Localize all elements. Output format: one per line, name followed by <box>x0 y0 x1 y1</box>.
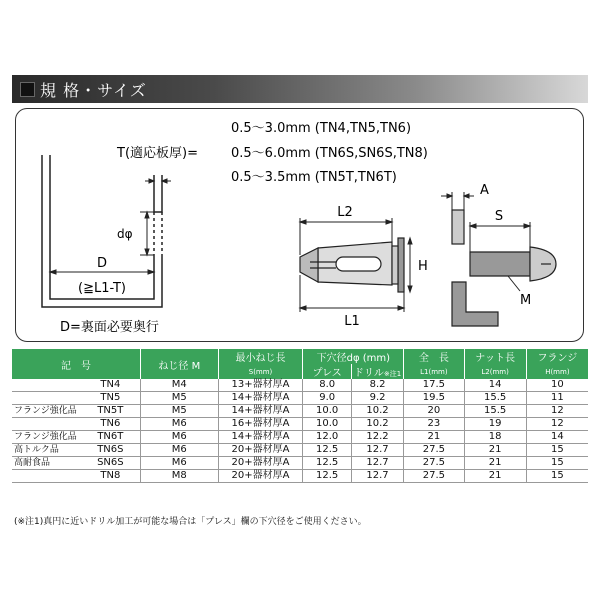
table-header-row-1 <box>12 349 588 364</box>
label-M: M <box>520 293 532 308</box>
t-range-3: 0.5〜3.5mm (TN5T,TN6T) <box>231 170 397 185</box>
table-row <box>12 405 588 418</box>
cell-l1: 23 <box>404 418 464 431</box>
cell-cat: フランジ強化品 <box>12 431 81 444</box>
th-nut: ナット長 <box>464 349 526 364</box>
table-row <box>12 418 588 431</box>
cell-drill: 12.7 <box>351 444 403 457</box>
cell-s: 20+器材厚A <box>218 444 303 457</box>
cell-h: 12 <box>526 418 588 431</box>
cell-m: M6 <box>140 444 218 457</box>
cell-h: 15 <box>526 470 588 483</box>
cell-code: TN5 <box>81 392 141 405</box>
th-kigo: 記 号 <box>12 349 140 379</box>
cell-cat <box>12 379 81 392</box>
cell-l1: 20 <box>404 405 464 418</box>
cell-m: M6 <box>140 431 218 444</box>
cell-drill: 10.2 <box>351 405 403 418</box>
M-leader <box>508 276 520 291</box>
th-drill: ドリル <box>353 368 384 379</box>
cell-press: 12.0 <box>303 431 351 444</box>
footnote: (※注1)真円に近いドリル加工が可能な場合は「プレス」欄の下穴径をご使用ください。 <box>14 517 367 527</box>
cell-l1: 19.5 <box>404 392 464 405</box>
table-row <box>12 392 588 405</box>
cell-s: 14+器材厚A <box>218 405 303 418</box>
cell-m: M8 <box>140 470 218 483</box>
cell-code: TN5T <box>81 405 141 418</box>
th-min-len-sub: S(mm) <box>248 368 273 376</box>
cell-m: M4 <box>140 379 218 392</box>
cell-drill: 9.2 <box>351 392 403 405</box>
cell-l1: 27.5 <box>404 444 464 457</box>
d-phi-dimension <box>140 212 154 255</box>
cell-m: M6 <box>140 418 218 431</box>
th-flange: フランジ <box>526 349 588 364</box>
cell-code: SN6S <box>81 457 141 470</box>
cell-l1: 17.5 <box>404 379 464 392</box>
th-flange-sub: H(mm) <box>545 368 570 376</box>
section-title: 規 格・サイズ <box>40 81 147 100</box>
cell-cat <box>12 470 81 483</box>
label-L2: L2 <box>337 205 353 220</box>
cell-h: 15 <box>526 457 588 470</box>
S-dimension <box>470 222 530 252</box>
cell-press: 12.5 <box>303 470 351 483</box>
cell-h: 12 <box>526 405 588 418</box>
cell-code: TN8 <box>81 470 141 483</box>
cell-l1: 27.5 <box>404 470 464 483</box>
label-L1-T: (≧L1-T) <box>78 281 126 296</box>
cell-drill: 12.7 <box>351 457 403 470</box>
t-dimension <box>145 179 171 183</box>
th-nejikei: ねじ径 M <box>140 349 218 379</box>
cell-l2: 15.5 <box>464 392 526 405</box>
cell-code: TN6S <box>81 444 141 457</box>
t-range-1: 0.5〜3.0mm (TN4,TN5,TN6) <box>231 121 412 136</box>
cell-s: 14+器材厚A <box>218 431 303 444</box>
table-row <box>12 470 588 483</box>
cell-l2: 18 <box>464 431 526 444</box>
label-H: H <box>418 259 428 274</box>
cell-cat <box>12 418 81 431</box>
spec-table <box>12 349 588 483</box>
cell-press: 8.0 <box>303 379 351 392</box>
cell-code: TN6 <box>81 418 141 431</box>
th-press: プレス <box>303 364 351 379</box>
cell-press: 12.5 <box>303 444 351 457</box>
cell-h: 14 <box>526 431 588 444</box>
label-S: S <box>494 209 504 224</box>
cell-drill: 10.2 <box>351 418 403 431</box>
th-drill-note: ※注1 <box>383 370 402 378</box>
cell-l2: 21 <box>464 470 526 483</box>
A-dimension <box>441 192 474 210</box>
table-row <box>12 431 588 444</box>
cell-cat <box>12 392 81 405</box>
cell-l2: 15.5 <box>464 405 526 418</box>
cell-cat: 高耐食品 <box>12 457 81 470</box>
cell-h: 10 <box>526 379 588 392</box>
label-A: A <box>480 183 489 198</box>
cell-s: 13+器材厚A <box>218 379 303 392</box>
th-zenchou-sub: L1(mm) <box>420 368 448 376</box>
cell-l2: 19 <box>464 418 526 431</box>
cell-press: 12.5 <box>303 457 351 470</box>
cell-drill: 12.7 <box>351 470 403 483</box>
th-nut-sub: L2(mm) <box>481 368 509 376</box>
cell-s: 16+器材厚A <box>218 418 303 431</box>
table-row <box>12 379 588 392</box>
label-d-phi: dφ <box>117 227 133 241</box>
cell-press: 9.0 <box>303 392 351 405</box>
cell-s: 20+器材厚A <box>218 457 303 470</box>
cell-l2: 21 <box>464 457 526 470</box>
cell-l2: 21 <box>464 444 526 457</box>
t-label: T(適応板厚)= <box>117 146 198 161</box>
cell-h: 11 <box>526 392 588 405</box>
label-L1: L1 <box>344 314 360 329</box>
cell-l1: 27.5 <box>404 457 464 470</box>
cell-code: TN4 <box>81 379 141 392</box>
cell-h: 15 <box>526 444 588 457</box>
cell-cat: 高トルク品 <box>12 444 81 457</box>
th-hole: 下穴径dφ (mm) <box>303 349 404 364</box>
label-D: D <box>96 256 108 271</box>
cell-s: 14+器材厚A <box>218 392 303 405</box>
cell-press: 10.0 <box>303 405 351 418</box>
cell-drill: 8.2 <box>351 379 403 392</box>
cell-s: 20+器材厚A <box>218 470 303 483</box>
H-dimension <box>408 238 412 292</box>
cell-l2: 14 <box>464 379 526 392</box>
table-row <box>12 457 588 470</box>
cell-press: 10.0 <box>303 418 351 431</box>
nut-drawing <box>300 238 404 292</box>
cell-drill: 12.2 <box>351 431 403 444</box>
cell-m: M5 <box>140 392 218 405</box>
cell-l1: 21 <box>404 431 464 444</box>
label-D-note: D=裏面必要奥行 <box>60 320 159 335</box>
cell-m: M6 <box>140 457 218 470</box>
cell-m: M5 <box>140 405 218 418</box>
cell-cat: フランジ強化品 <box>12 405 81 418</box>
t-range-2: 0.5〜6.0mm (TN6S,SN6S,TN8) <box>231 146 428 161</box>
table-body <box>12 379 588 483</box>
table-row <box>12 444 588 457</box>
th-zenchou: 全 長 <box>404 349 464 364</box>
cell-code: TN6T <box>81 431 141 444</box>
th-min-len: 最小ねじ長 <box>218 349 303 364</box>
screw-drawing <box>452 210 556 326</box>
